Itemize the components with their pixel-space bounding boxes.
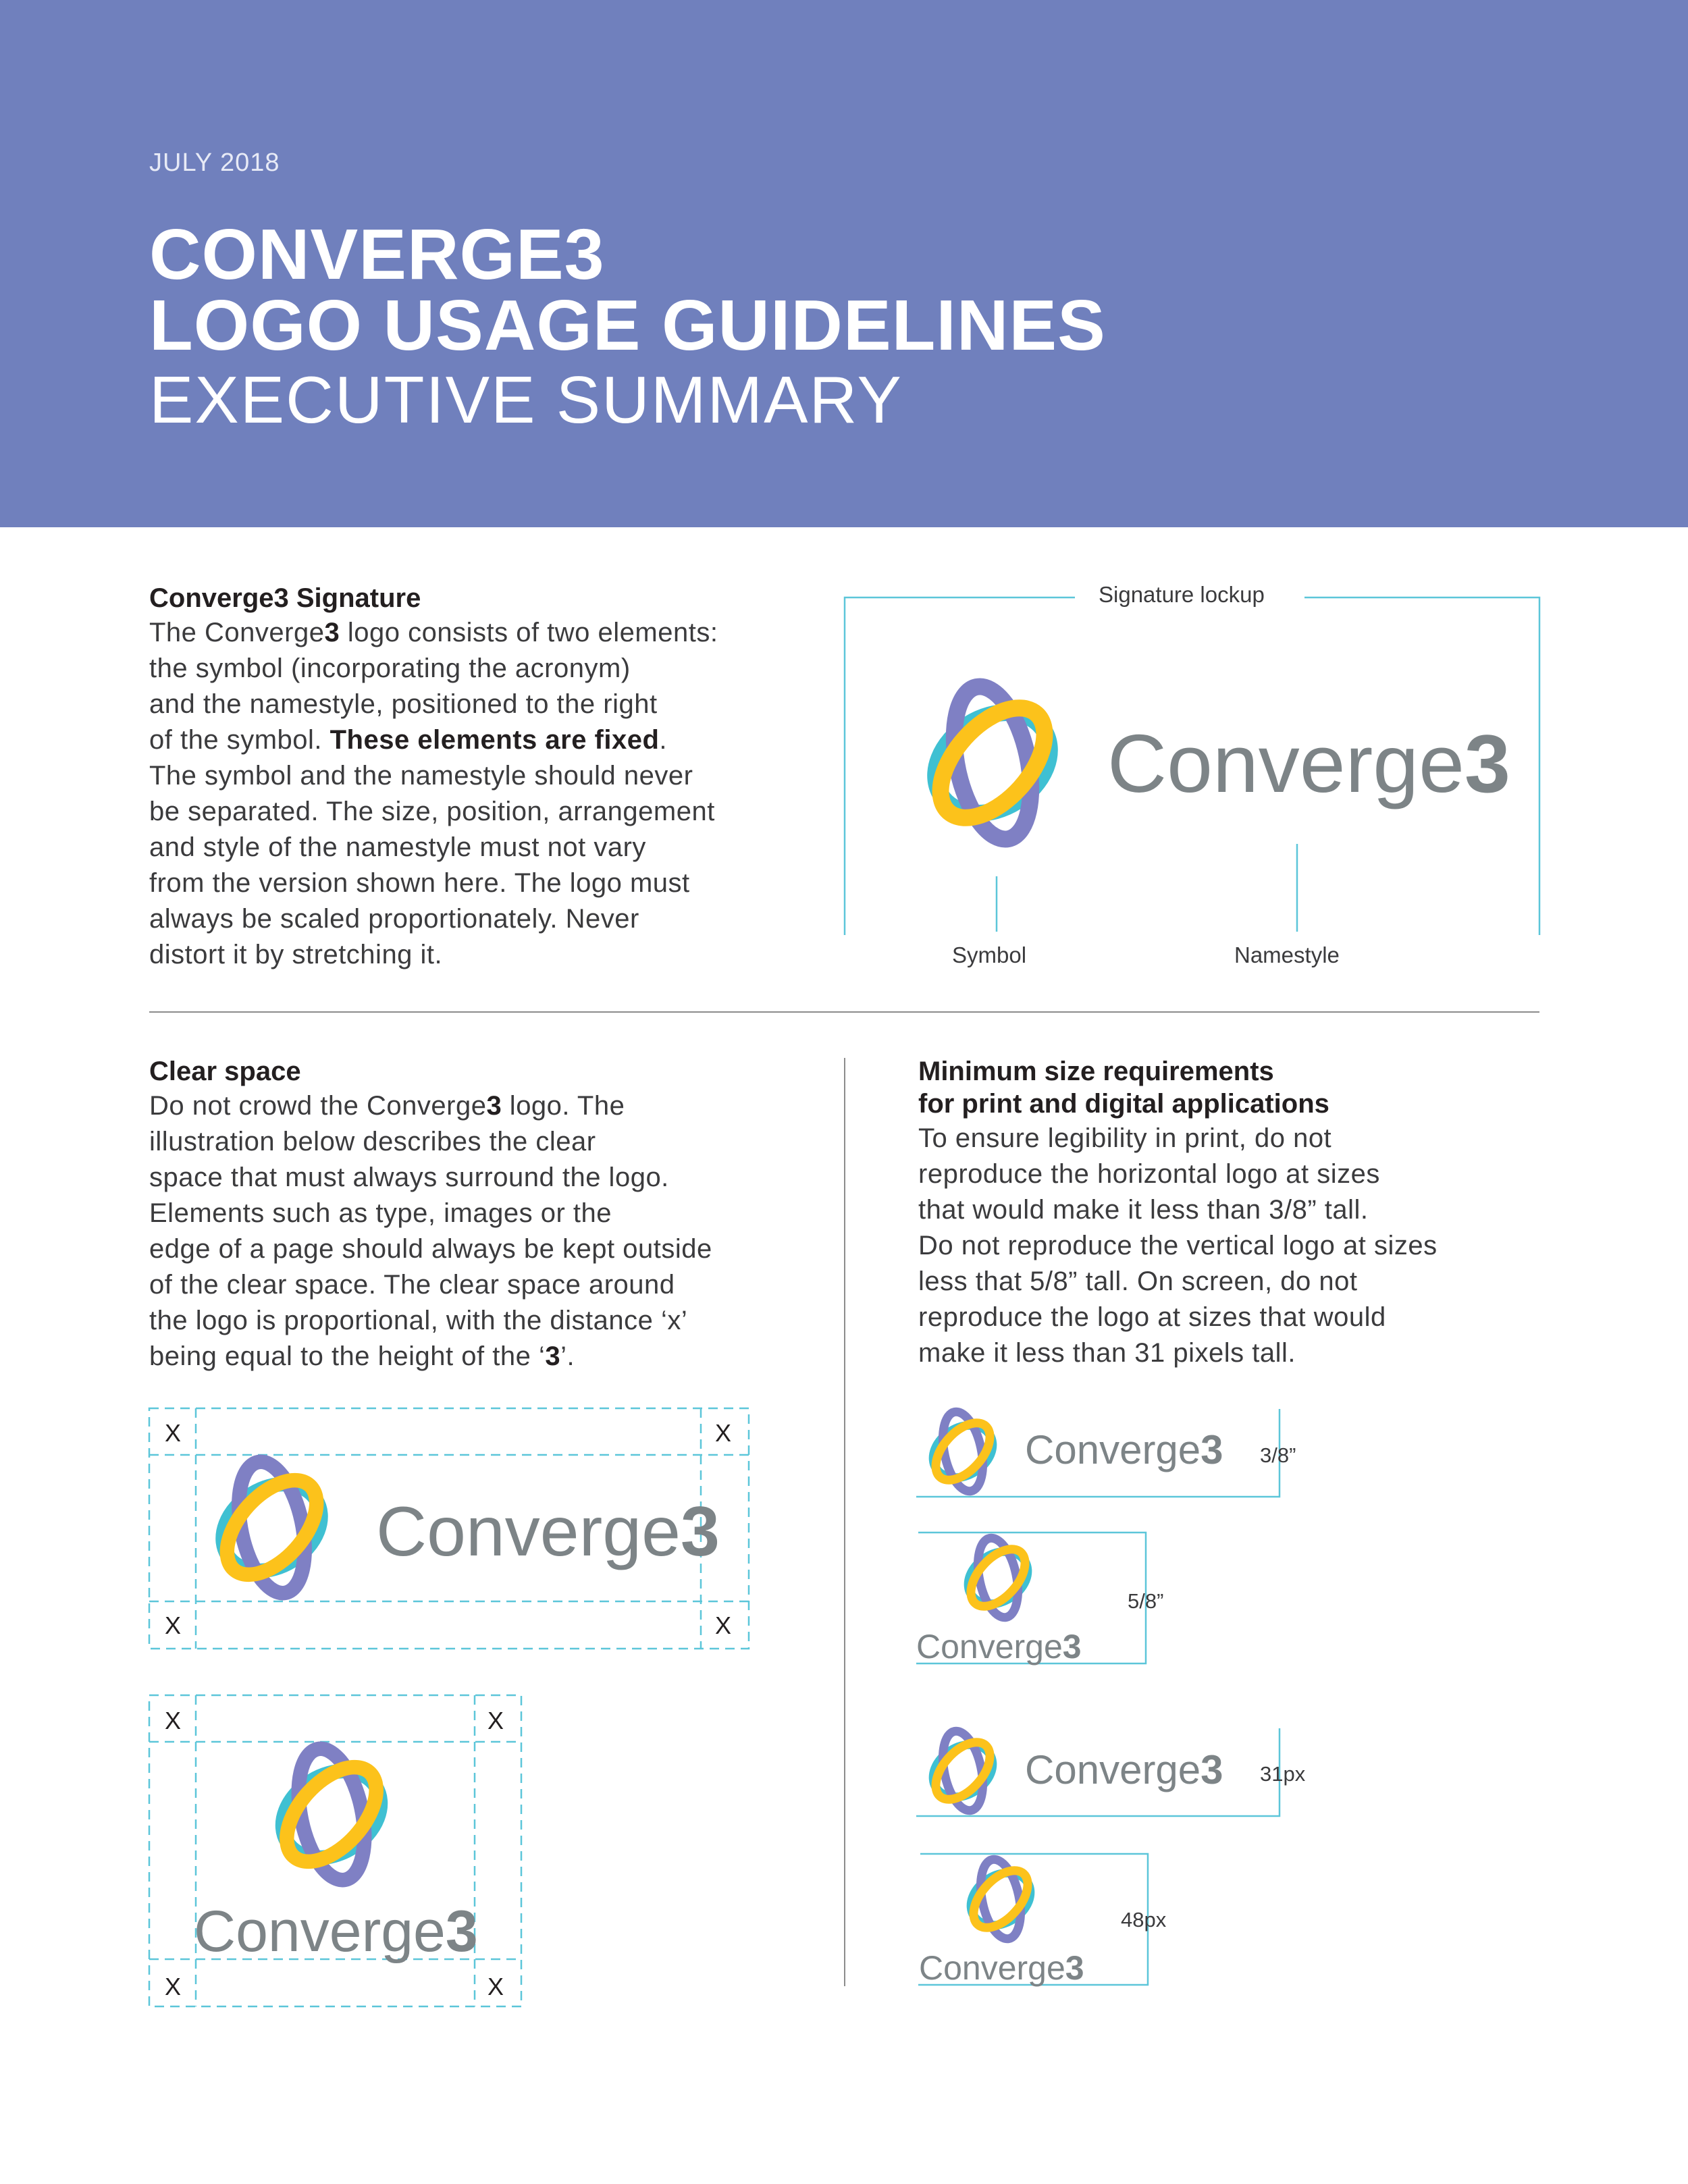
converge3-symbol bbox=[196, 1455, 348, 1600]
min-size-line: reproduce the horizontal logo at sizes bbox=[918, 1159, 1380, 1189]
namestyle-label: Namestyle bbox=[1234, 942, 1340, 967]
yellow-ring-icon bbox=[961, 1539, 1035, 1616]
signature-line: and the namestyle, positioned to the right bbox=[149, 689, 658, 719]
section-divider bbox=[149, 1011, 1539, 1013]
converge3-namestyle: Converge3 bbox=[1025, 1747, 1223, 1792]
clear-space-line: edge of a page should always be kept outside bbox=[149, 1234, 712, 1264]
min-size-heading: Minimum size requirements for print and digital applications bbox=[918, 1057, 1329, 1119]
converge3-namestyle: Converge3 bbox=[916, 1628, 1082, 1666]
size-label-5-8-inch: 5/8” bbox=[1128, 1589, 1164, 1613]
x-marker: X bbox=[165, 1707, 182, 1734]
min-size-line: less that 5/8” tall. On screen, do not bbox=[918, 1267, 1358, 1296]
converge3-symbol bbox=[916, 1727, 1009, 1815]
clear-space-line: Elements such as type, images or the bbox=[149, 1198, 612, 1228]
converge3-namestyle: Converge3 bbox=[376, 1493, 720, 1571]
x-marker: X bbox=[165, 1419, 182, 1447]
yellow-ring-icon bbox=[270, 1751, 394, 1878]
min-size-line: reproduce the logo at sizes that would bbox=[918, 1302, 1386, 1332]
column-divider bbox=[844, 1058, 845, 1986]
converge3-symbol bbox=[905, 678, 1080, 847]
min-size-line: To ensure legibility in print, do not bbox=[918, 1123, 1332, 1153]
converge3-symbol bbox=[257, 1742, 406, 1887]
signature-line: always be scaled proportionately. Never bbox=[149, 904, 639, 934]
min-size-line: make it less than 31 pixels tall. bbox=[918, 1338, 1296, 1368]
converge3-symbol bbox=[916, 1408, 1009, 1495]
lockup-title: Signature lockup bbox=[1099, 582, 1265, 607]
signature-line: The Converge3 logo consists of two elements: bbox=[149, 618, 718, 647]
clear-space-body bbox=[149, 1088, 712, 1375]
signature-line: the symbol (incorporating the acronym) bbox=[149, 654, 631, 683]
header-date: JULY 2018 bbox=[149, 149, 280, 177]
x-marker: X bbox=[487, 1973, 504, 2000]
x-marker: X bbox=[715, 1612, 732, 1639]
size-label-31px: 31px bbox=[1260, 1762, 1306, 1786]
converge3-symbol bbox=[957, 1855, 1045, 1943]
converge3-namestyle: Converge3 bbox=[919, 1949, 1084, 1987]
min-size-body bbox=[918, 1121, 1438, 1371]
clear-space-line: space that must always surround the logo. bbox=[149, 1163, 669, 1192]
min-size-line: that would make it less than 3/8” tall. bbox=[918, 1195, 1369, 1225]
clear-space-line: the logo is proportional, with the distance ‘x’ bbox=[149, 1306, 688, 1335]
x-marker: X bbox=[165, 1612, 182, 1639]
signature-heading: Converge3 Signature bbox=[149, 583, 421, 613]
clear-space-line: being equal to the height of the ‘3’. bbox=[149, 1341, 575, 1371]
min-size-line: Do not reproduce the vertical logo at sizes bbox=[918, 1231, 1438, 1260]
signature-line: and style of the namestyle must not vary bbox=[149, 832, 646, 862]
page-title-line-2: LOGO USAGE GUIDELINES bbox=[149, 286, 1106, 365]
x-marker: X bbox=[165, 1973, 182, 2000]
signature-body bbox=[149, 615, 718, 973]
signature-line: The symbol and the namestyle should never bbox=[149, 761, 693, 791]
converge3-symbol bbox=[954, 1534, 1042, 1622]
clear-space-heading: Clear space bbox=[149, 1057, 301, 1086]
clear-space-line: illustration below describes the clear bbox=[149, 1127, 596, 1156]
page-subtitle: EXECUTIVE SUMMARY bbox=[149, 363, 903, 437]
yellow-ring-icon bbox=[964, 1861, 1038, 1938]
signature-line: be separated. The size, position, arrangement bbox=[149, 797, 715, 826]
size-label-3-8-inch: 3/8” bbox=[1260, 1443, 1296, 1467]
symbol-label: Symbol bbox=[952, 942, 1027, 967]
page-title-line-1: CONVERGE3 bbox=[149, 215, 605, 294]
signature-line: distort it by stretching it. bbox=[149, 940, 443, 969]
clear-space-line: of the clear space. The clear space around bbox=[149, 1270, 675, 1300]
yellow-ring-icon bbox=[926, 1413, 1000, 1490]
x-marker: X bbox=[715, 1419, 732, 1447]
converge3-namestyle: Converge3 bbox=[194, 1899, 478, 1964]
yellow-ring-icon bbox=[210, 1464, 334, 1591]
converge3-namestyle: Converge3 bbox=[1107, 718, 1510, 809]
signature-line: of the symbol. These elements are fixed. bbox=[149, 725, 668, 755]
x-marker: X bbox=[487, 1707, 504, 1734]
yellow-ring-icon bbox=[921, 689, 1064, 837]
signature-line: from the version shown here. The logo must bbox=[149, 868, 690, 898]
converge3-namestyle: Converge3 bbox=[1025, 1427, 1223, 1472]
yellow-ring-icon bbox=[926, 1732, 1000, 1809]
clear-space-line: Do not crowd the Converge3 logo. The bbox=[149, 1091, 625, 1121]
size-label-48px: 48px bbox=[1121, 1908, 1167, 1932]
